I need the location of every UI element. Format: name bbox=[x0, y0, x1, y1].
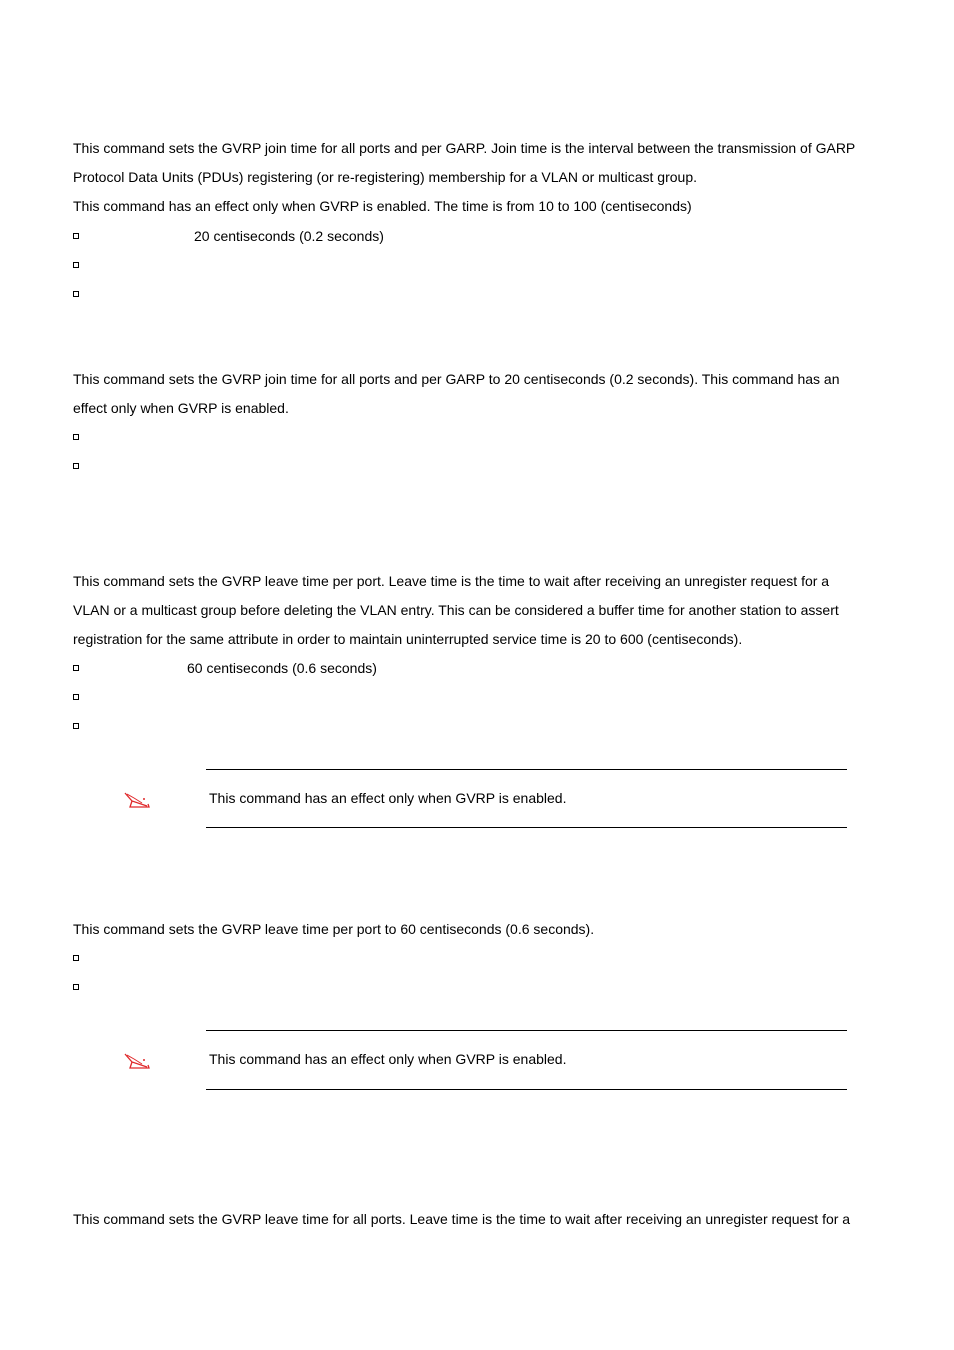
square-bullet-icon bbox=[73, 984, 79, 990]
s1-paragraph-line1: This command sets the GVRP join time for all ports and per GARP. Join time is the interval between the transmission of GARP bbox=[73, 140, 856, 156]
square-bullet-icon bbox=[73, 233, 79, 239]
s2-paragraph-line1: This command sets the GVRP join time for all ports and per GARP to 20 centiseconds (0.2 seconds). This command has an bbox=[73, 371, 840, 387]
s4-paragraph: This command sets the GVRP leave time per port to 60 centiseconds (0.6 seconds). bbox=[73, 921, 595, 937]
note-bottom-rule bbox=[206, 1089, 847, 1090]
s2-paragraph-line2: effect only when GVRP is enabled. bbox=[73, 400, 289, 416]
s3-paragraph-line3: registration for the same attribute in order to maintain uninterrupted service time is 20 to 600 (centiseconds). bbox=[73, 631, 743, 647]
note-pencil-icon bbox=[122, 1051, 152, 1071]
square-bullet-icon bbox=[73, 665, 79, 671]
note-top-rule bbox=[206, 769, 847, 770]
note-top-rule bbox=[206, 1030, 847, 1031]
s5-paragraph-line1: This command sets the GVRP leave time for all ports. Leave time is the time to wait after receiving an unregister request for a bbox=[73, 1211, 851, 1227]
s1-paragraph-line2: Protocol Data Units (PDUs) registering (or re-registering) membership for a VLAN or multicast group. bbox=[73, 169, 697, 185]
s3-paragraph-line1: This command sets the GVRP leave time per port. Leave time is the time to wait after receiving an unregister request for a bbox=[73, 573, 830, 589]
note-text: This command has an effect only when GVRP is enabled. bbox=[209, 790, 567, 806]
note-pencil-icon bbox=[122, 790, 152, 810]
s3-paragraph-line2: VLAN or a multicast group before deleting the VLAN entry. This can be considered a buffer time for another station to assert bbox=[73, 602, 839, 618]
square-bullet-icon bbox=[73, 694, 79, 700]
note-bottom-rule bbox=[206, 827, 847, 828]
s1-bullet1-value: 20 centiseconds (0.2 seconds) bbox=[194, 228, 384, 244]
s1-paragraph2: This command has an effect only when GVRP is enabled. The time is from 10 to 100 (centiseconds) bbox=[73, 198, 692, 214]
square-bullet-icon bbox=[73, 434, 79, 440]
square-bullet-icon bbox=[73, 723, 79, 729]
square-bullet-icon bbox=[73, 463, 79, 469]
square-bullet-icon bbox=[73, 291, 79, 297]
square-bullet-icon bbox=[73, 955, 79, 961]
s3-bullet1-value: 60 centiseconds (0.6 seconds) bbox=[187, 660, 377, 676]
square-bullet-icon bbox=[73, 262, 79, 268]
note-text: This command has an effect only when GVRP is enabled. bbox=[209, 1051, 567, 1067]
